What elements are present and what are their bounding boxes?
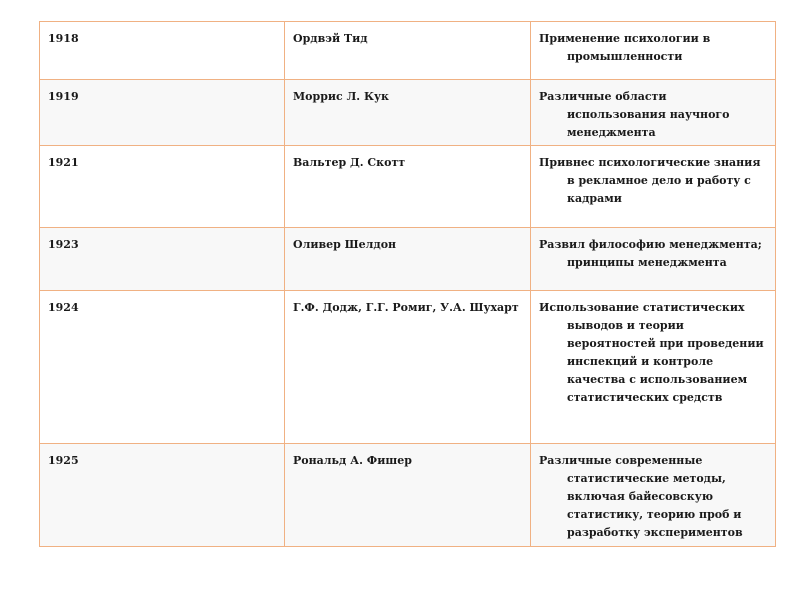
year-cell [40,22,285,80]
year-cell [40,291,285,444]
year-text: 1923 [48,238,79,251]
description-text: Развил философию менеджмента; принципы менеджмента [539,238,762,269]
table-row [40,228,776,291]
name-cell [285,22,531,80]
year-cell [40,228,285,291]
description-cell [531,80,776,146]
name-cell [285,444,531,547]
table-row [40,291,776,444]
year-cell [40,444,285,547]
name-cell [285,80,531,146]
year-text: 1918 [48,32,79,45]
description-cell [531,291,776,444]
year-cell [40,80,285,146]
year-text: 1921 [48,156,79,169]
year-cell [40,146,285,228]
name-cell [285,291,531,444]
table-row [40,444,776,547]
table-row [40,146,776,228]
description-cell [531,228,776,291]
name-text: Моррис Л. Кук [293,90,389,103]
description-text: Применение психологии в промышленности [539,32,711,63]
year-text: 1919 [48,90,79,103]
name-text: Г.Ф. Додж, Г.Г. Ромиг, У.А. Шухарт [293,301,519,314]
name-text: Ордвэй Тид [293,32,368,45]
year-text: 1924 [48,301,79,314]
description-text: Различные современные статистические методы, включая байесовскую статистику, теорию проб и разработку экспериментов [539,454,743,539]
description-text: Различные области использования научного менеджмента [539,90,730,139]
description-text: Привнес психологические знания в рекламное дело и работу с кадрами [539,156,761,205]
table-row [40,80,776,146]
description-cell [531,22,776,80]
history-table [39,21,776,547]
description-cell [531,444,776,547]
name-text: Рональд А. Фишер [293,454,412,467]
description-text: Использование статистических выводов и теории вероятностей при проведении инспекций и контроле качества с использованием статистических средств [539,301,764,404]
name-cell [285,228,531,291]
year-text: 1925 [48,454,79,467]
name-text: Вальтер Д. Скотт [293,156,406,169]
table-row [40,22,776,80]
description-cell [531,146,776,228]
name-cell [285,146,531,228]
name-text: Оливер Шелдон [293,238,397,251]
